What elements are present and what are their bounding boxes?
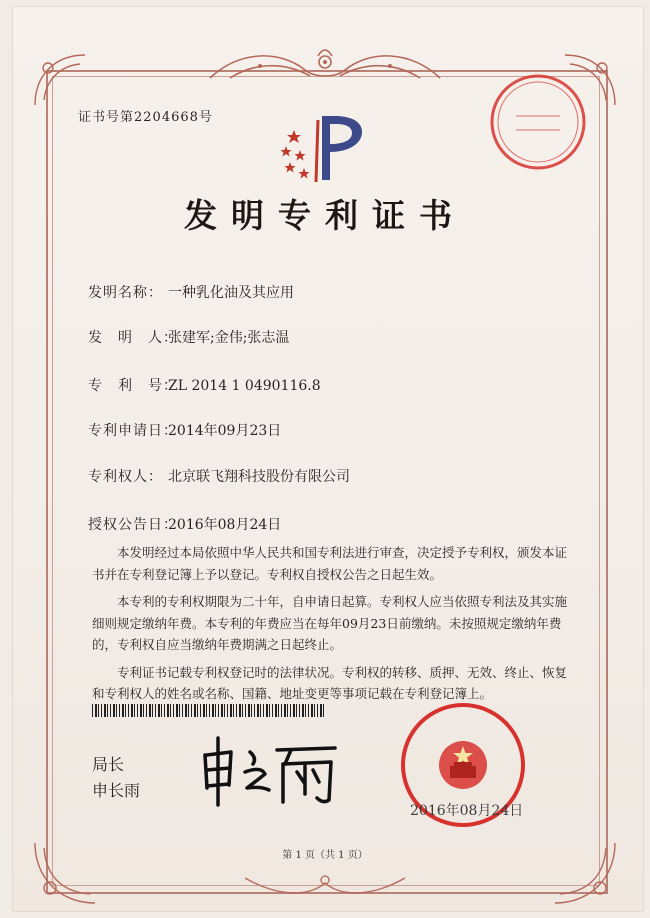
field-label: 专 利 号： [88, 378, 178, 394]
corner-ornament-top-left [30, 50, 90, 110]
field-patentee [88, 466, 350, 486]
field-inventors [88, 327, 289, 347]
bottom-ornament [240, 868, 410, 898]
field-application-date [88, 420, 281, 440]
field-value: ZL 2014 1 0490116.8 [168, 378, 321, 394]
handwritten-signature [195, 730, 345, 810]
certificate-number: 证书号第2204668号 [78, 110, 213, 125]
field-invention-name [88, 282, 294, 302]
body-paragraph: 本发明经过本局依照中华人民共和国专利法进行审查，决定授予专利权，颁发本证书并在专利登记簿上予以登记。专利权自授权公告之日起生效。 [92, 545, 568, 582]
seal-date: 2016年08月24日 [410, 803, 524, 819]
field-value: 一种乳化油及其应用 [168, 285, 294, 301]
field-label: 授权公告日： [88, 517, 178, 533]
field-label: 发 明 人： [88, 330, 178, 346]
director-title: 局长 [92, 755, 125, 774]
barcode [92, 704, 324, 717]
body-paragraph: 专利证书记载专利权登记时的法律状况。专利权的转移、质押、无效、终止、恢复和专利权人的姓名或名称、国籍、地址变更等事项记载在专利登记簿上。 [92, 664, 568, 701]
field-value: 北京联飞翔科技股份有限公司 [168, 469, 350, 485]
page-footer: 第 1 页（共 1 页） [282, 850, 368, 861]
top-ornament [200, 40, 450, 90]
field-grant-announcement-date [88, 514, 281, 534]
field-value: 2014年09月23日 [168, 423, 282, 439]
patent-office-logo [280, 110, 370, 186]
body-paragraph: 本专利的专利权期限为二十年，自申请日起算。专利权人应当依照专利法及其实施细则规定缴纳年费。本专利的年费应当在每年09月23日前缴纳。未按照规定缴纳年费的，专利权自应当缴纳年费期满之日起终止。 [92, 594, 568, 652]
field-label: 专利权人： [88, 469, 163, 485]
field-value: 张建军;金伟;张志温 [168, 330, 290, 346]
field-value: 2016年08月24日 [168, 517, 282, 533]
field-label: 专利申请日： [88, 423, 178, 439]
field-label: 发明名称： [88, 285, 163, 301]
field-patent-number [88, 375, 321, 395]
director-name: 申长雨 [92, 781, 141, 800]
certificate-title: 发明专利证书 [184, 196, 466, 235]
small-red-seal [486, 70, 590, 174]
certificate-body-text [92, 542, 570, 711]
